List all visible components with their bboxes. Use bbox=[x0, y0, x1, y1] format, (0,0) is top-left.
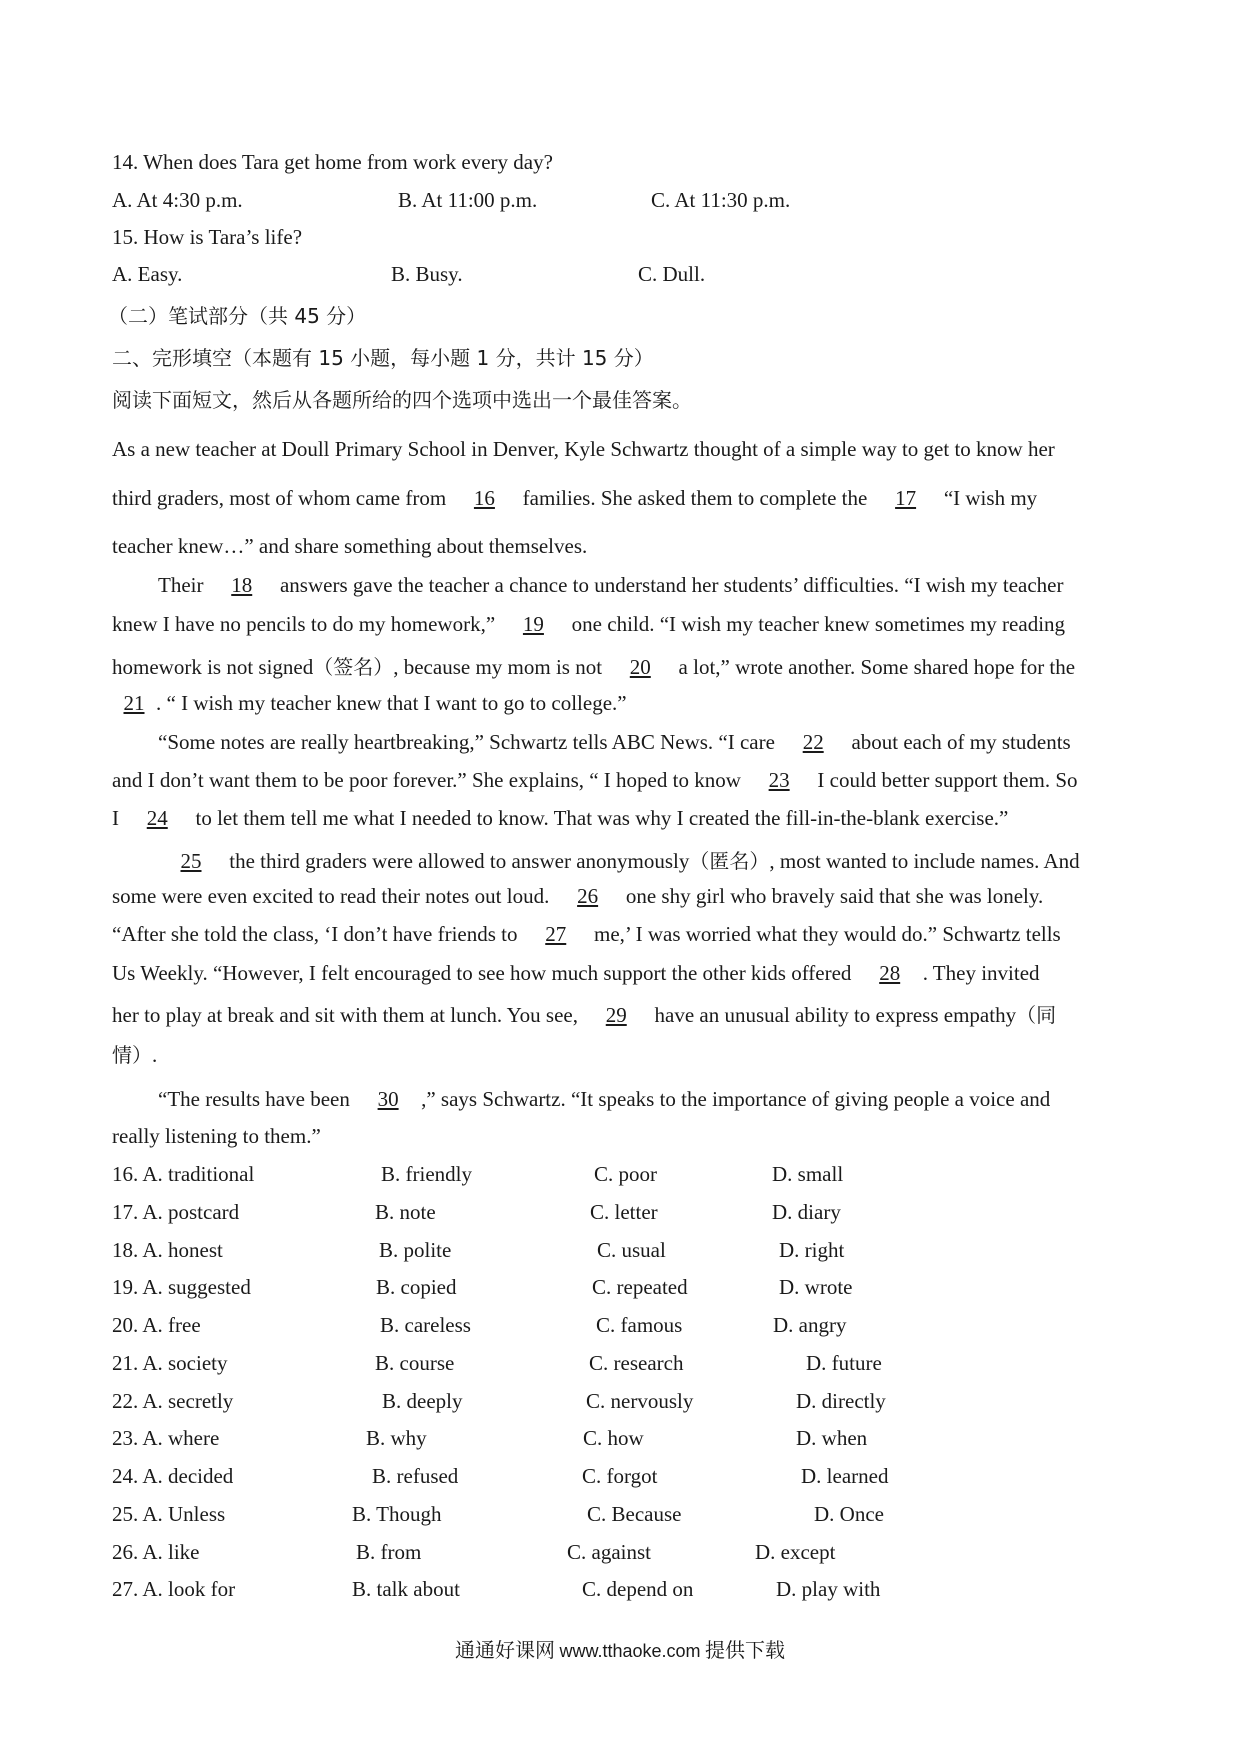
option-17-a: 17. A. postcard bbox=[112, 1200, 240, 1224]
option-27-c: C. depend on bbox=[582, 1577, 694, 1601]
option-16-b: B. friendly bbox=[381, 1162, 472, 1186]
q15-option-c: C. Dull. bbox=[638, 262, 706, 286]
blank-24: 24 bbox=[146, 806, 168, 830]
option-27-b: B. talk about bbox=[352, 1577, 460, 1601]
passage-p4-line-4: Us Weekly. “However, I felt encouraged to see how much support the other kids offered 28 . They invited bbox=[112, 961, 1040, 985]
option-20-d: D. angry bbox=[773, 1313, 847, 1337]
option-24-c: C. forgot bbox=[582, 1464, 658, 1488]
blank-25: 25 bbox=[180, 849, 202, 873]
cloze-section-title: 二、完形填空（本题有 15 小题，每小题 1 分，共计 15 分） bbox=[112, 346, 654, 370]
option-18-b: B. polite bbox=[379, 1238, 452, 1262]
blank-30: 30 bbox=[377, 1087, 399, 1111]
passage-p1-line-3: teacher knew…” and share something about themselves. bbox=[112, 534, 588, 558]
option-27-a: 27. A. look for bbox=[112, 1577, 236, 1601]
option-19-a: 19. A. suggested bbox=[112, 1275, 251, 1299]
blank-26: 26 bbox=[577, 884, 599, 908]
option-26-c: C. against bbox=[567, 1540, 651, 1564]
option-22-b: B. deeply bbox=[382, 1389, 463, 1413]
passage-p3-line-3: I 24 to let them tell me what I needed to know. That was why I created the fill-in-the-blank exercise.” bbox=[112, 806, 1009, 830]
option-23-a: 23. A. where bbox=[112, 1426, 220, 1450]
option-24-a: 24. A. decided bbox=[112, 1464, 234, 1488]
option-23-b: B. why bbox=[366, 1426, 427, 1450]
blank-17: 17 bbox=[895, 486, 917, 510]
option-19-b: B. copied bbox=[376, 1275, 457, 1299]
blank-19: 19 bbox=[522, 612, 544, 636]
passage-p4-line-2: some were even excited to read their notes out loud. 26 one shy girl who bravely said that she was lonely. bbox=[112, 884, 1044, 908]
option-16-a: 16. A. traditional bbox=[112, 1162, 255, 1186]
q15-option-b: B. Busy. bbox=[391, 262, 463, 286]
blank-16: 16 bbox=[473, 486, 495, 510]
q14-option-a: A. At 4:30 p.m. bbox=[112, 188, 243, 212]
option-25-c: C. Because bbox=[587, 1502, 682, 1526]
option-19-d: D. wrote bbox=[779, 1275, 853, 1299]
option-17-b: B. note bbox=[375, 1200, 436, 1224]
option-26-d: D. except bbox=[755, 1540, 836, 1564]
option-17-d: D. diary bbox=[772, 1200, 841, 1224]
option-16-c: C. poor bbox=[594, 1162, 657, 1186]
option-27-d: D. play with bbox=[776, 1577, 881, 1601]
blank-28: 28 bbox=[879, 961, 901, 985]
option-16-d: D. small bbox=[772, 1162, 844, 1186]
blank-27: 27 bbox=[545, 922, 567, 946]
option-23-c: C. how bbox=[583, 1426, 644, 1450]
option-20-c: C. famous bbox=[596, 1313, 683, 1337]
passage-p4-line-1: 25 the third graders were allowed to answer anonymously（匿名）, most wanted to include names. And bbox=[158, 845, 1080, 874]
option-22-c: C. nervously bbox=[586, 1389, 694, 1413]
written-part-title: （二）笔试部分（共 45 分） bbox=[108, 304, 367, 328]
option-19-c: C. repeated bbox=[592, 1275, 688, 1299]
option-24-d: D. learned bbox=[801, 1464, 889, 1488]
question-15: 15. How is Tara’s life? bbox=[112, 225, 303, 249]
option-25-b: B. Though bbox=[352, 1502, 442, 1526]
option-21-d: D. future bbox=[806, 1351, 882, 1375]
option-24-b: B. refused bbox=[372, 1464, 459, 1488]
option-18-a: 18. A. honest bbox=[112, 1238, 223, 1262]
blank-23: 23 bbox=[768, 768, 790, 792]
q15-option-a: A. Easy. bbox=[112, 262, 183, 286]
option-18-d: D. right bbox=[779, 1238, 845, 1262]
cloze-instructions: 阅读下面短文，然后从各题所给的四个选项中选出一个最佳答案。 bbox=[112, 388, 692, 412]
option-22-a: 22. A. secretly bbox=[112, 1389, 234, 1413]
option-26-b: B. from bbox=[356, 1540, 422, 1564]
option-21-b: B. course bbox=[375, 1351, 455, 1375]
option-20-a: 20. A. free bbox=[112, 1313, 201, 1337]
passage-p3-line-1: “Some notes are really heartbreaking,” Schwartz tells ABC News. “I care 22 about each of my students bbox=[158, 730, 1071, 754]
option-25-a: 25. A. Unless bbox=[112, 1502, 226, 1526]
passage-p2-line-2: knew I have no pencils to do my homework,” 19 one child. “I wish my teacher knew sometimes my reading bbox=[112, 612, 1066, 636]
q14-option-b: B. At 11:00 p.m. bbox=[398, 188, 538, 212]
blank-29: 29 bbox=[605, 1003, 627, 1027]
option-25-d: D. Once bbox=[814, 1502, 884, 1526]
passage-p1-line-1: As a new teacher at Doull Primary School in Denver, Kyle Schwartz thought of a simple way to get to know her bbox=[112, 437, 1055, 461]
option-21-c: C. research bbox=[589, 1351, 684, 1375]
option-18-c: C. usual bbox=[597, 1238, 666, 1262]
blank-22: 22 bbox=[802, 730, 824, 754]
question-14: 14. When does Tara get home from work every day? bbox=[112, 150, 553, 174]
blank-18: 18 bbox=[231, 573, 253, 597]
passage-p2-line-1: Their 18 answers gave the teacher a chance to understand her students’ difficulties. “I wish my teacher bbox=[158, 573, 1064, 597]
footer-url: www.tthaoke.com bbox=[559, 1641, 701, 1661]
option-20-b: B. careless bbox=[380, 1313, 471, 1337]
passage-p5-line-2: really listening to them.” bbox=[112, 1124, 321, 1148]
page-footer: 通通好课网 www.tthaoke.com 提供下载 bbox=[454, 1638, 786, 1662]
option-17-c: C. letter bbox=[590, 1200, 658, 1224]
passage-p5-line-1: “The results have been 30 ,” says Schwartz. “It speaks to the importance of giving people a voice and bbox=[158, 1087, 1051, 1111]
option-22-d: D. directly bbox=[796, 1389, 886, 1413]
passage-p4-line-6: 情）. bbox=[112, 1043, 158, 1067]
blank-21: 21 bbox=[123, 691, 145, 715]
passage-p4-line-3: “After she told the class, ‘I don’t have friends to 27 me,’ I was worried what they would do.” Schwartz tells bbox=[112, 922, 1061, 946]
option-26-a: 26. A. like bbox=[112, 1540, 200, 1564]
passage-p3-line-2: and I don’t want them to be poor forever.” She explains, “ I hoped to know 23 I could better support them. So bbox=[112, 768, 1078, 792]
q14-option-c: C. At 11:30 p.m. bbox=[651, 188, 791, 212]
passage-p4-line-5: her to play at break and sit with them at lunch. You see, 29 have an unusual ability to express empathy（同 bbox=[112, 1003, 1057, 1027]
blank-20: 20 bbox=[629, 655, 651, 679]
passage-p2-line-4: 21 . “ I wish my teacher knew that I want to go to college.” bbox=[112, 691, 627, 716]
option-23-d: D. when bbox=[796, 1426, 868, 1450]
passage-p1-line-2: third graders, most of whom came from 16 families. She asked them to complete the 17 “I wish my bbox=[112, 486, 1038, 510]
passage-p2-line-3: homework is not signed（签名）, because my mom is not 20 a lot,” wrote another. Some shared hope for the bbox=[112, 655, 1076, 679]
option-21-a: 21. A. society bbox=[112, 1351, 228, 1375]
